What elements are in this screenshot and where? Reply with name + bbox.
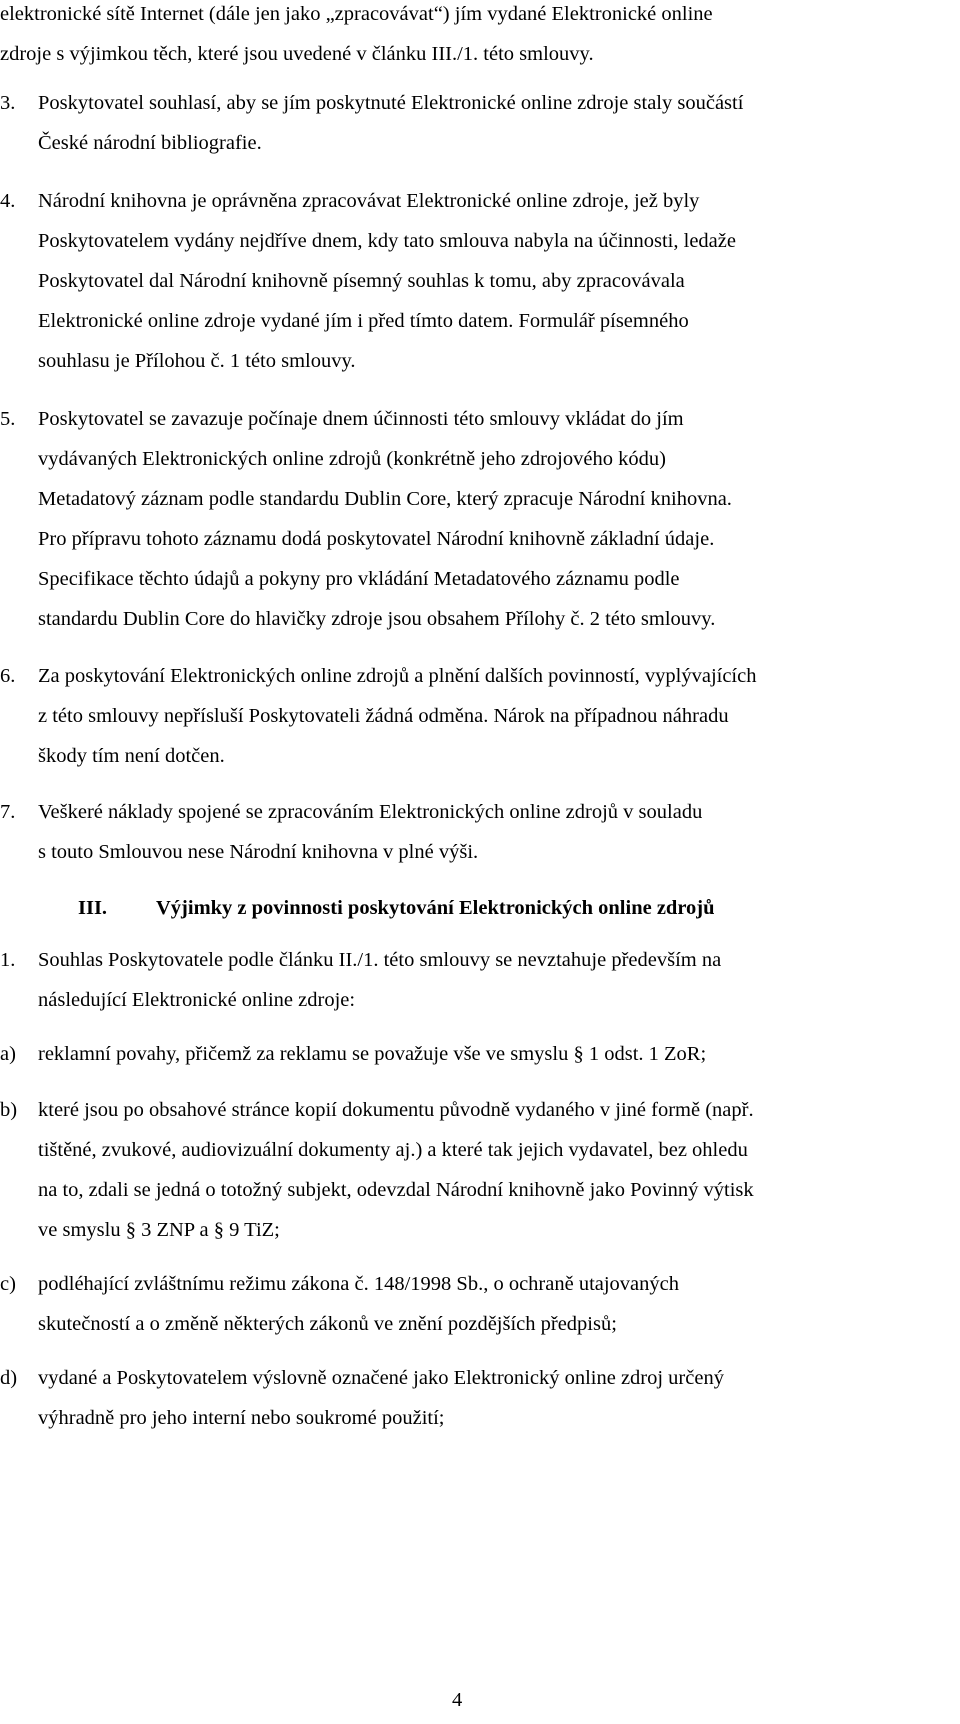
paragraph-line: Pro přípravu tohoto záznamu dodá poskytovatel Národní knihovně základní údaje. bbox=[38, 528, 715, 550]
paragraph-line: České národní bibliografie. bbox=[38, 132, 262, 154]
item-letter: c) bbox=[0, 1273, 16, 1295]
item-letter: b) bbox=[0, 1099, 18, 1121]
paragraph-line: Souhlas Poskytovatele podle článku II./1. této smlouvy se nevztahuje především na bbox=[38, 949, 722, 971]
paragraph-line: Poskytovatel souhlasí, aby se jím poskytnuté Elektronické online zdroje staly součástí bbox=[38, 92, 744, 114]
paragraph-line: Poskytovatel dal Národní knihovně písemný souhlas k tomu, aby zpracovávala bbox=[38, 270, 685, 292]
paragraph-line: které jsou po obsahové stránce kopií dokumentu původně vydaného v jiné formě (např. bbox=[38, 1099, 754, 1121]
paragraph-line: Elektronické online zdroje vydané jím i před tímto datem. Formulář písemného bbox=[38, 310, 689, 332]
paragraph-line: elektronické sítě Internet (dále jen jako „zpracovávat“) jím vydané Elektronické online bbox=[0, 3, 713, 25]
item-number: 3. bbox=[0, 92, 16, 114]
item-letter: a) bbox=[0, 1043, 16, 1065]
paragraph-line: standardu Dublin Core do hlavičky zdroje jsou obsahem Přílohy č. 2 této smlouvy. bbox=[38, 608, 716, 630]
paragraph-line: skutečností a o změně některých zákonů ve znění pozdějších předpisů; bbox=[38, 1313, 617, 1335]
item-letter: d) bbox=[0, 1367, 18, 1389]
item-number: 6. bbox=[0, 665, 16, 687]
paragraph-line: souhlasu je Přílohou č. 1 této smlouvy. bbox=[38, 350, 356, 372]
paragraph-line: následující Elektronické online zdroje: bbox=[38, 989, 356, 1011]
paragraph-line: Poskytovatel se zavazuje počínaje dnem účinnosti této smlouvy vkládat do jím bbox=[38, 408, 684, 430]
paragraph-line: Veškeré náklady spojené se zpracováním Elektronických online zdrojů v souladu bbox=[38, 801, 703, 823]
item-number: 5. bbox=[0, 408, 16, 430]
item-number: 4. bbox=[0, 190, 16, 212]
paragraph-line: z této smlouvy nepřísluší Poskytovateli žádná odměna. Nárok na případnou náhradu bbox=[38, 705, 729, 727]
page-number: 4 bbox=[452, 1689, 463, 1711]
paragraph-line: vydané a Poskytovatelem výslovně označené jako Elektronický online zdroj určený bbox=[38, 1367, 724, 1389]
paragraph-line: škody tím není dotčen. bbox=[38, 745, 225, 767]
paragraph-line: výhradně pro jeho interní nebo soukromé použití; bbox=[38, 1407, 445, 1429]
paragraph-line: tištěné, zvukové, audiovizuální dokumenty aj.) a které tak jejich vydavatel, bez ohledu bbox=[38, 1139, 748, 1161]
paragraph-line: Specifikace těchto údajů a pokyny pro vkládání Metadatového záznamu podle bbox=[38, 568, 680, 590]
section-number: III. bbox=[78, 897, 108, 919]
paragraph-line: Za poskytování Elektronických online zdrojů a plnění dalších povinností, vyplývajících bbox=[38, 665, 757, 687]
paragraph-line: ve smyslu § 3 ZNP a § 9 TiZ; bbox=[38, 1219, 280, 1241]
paragraph-line: reklamní povahy, přičemž za reklamu se považuje vše ve smyslu § 1 odst. 1 ZoR; bbox=[38, 1043, 707, 1065]
paragraph-line: Národní knihovna je oprávněna zpracovávat Elektronické online zdroje, jež byly bbox=[38, 190, 700, 212]
item-number: 1. bbox=[0, 949, 16, 971]
paragraph-line: na to, zdali se jedná o totožný subjekt, odevzdal Národní knihovně jako Povinný výtisk bbox=[38, 1179, 754, 1201]
paragraph-line: vydávaných Elektronických online zdrojů (konkrétně jeho zdrojového kódu) bbox=[38, 448, 666, 470]
paragraph-line: s touto Smlouvou nese Národní knihovna v plné výši. bbox=[38, 841, 479, 863]
section-title: Výjimky z povinnosti poskytování Elektronických online zdrojů bbox=[156, 897, 715, 919]
paragraph-line: Metadatový záznam podle standardu Dublin Core, který zpracuje Národní knihovna. bbox=[38, 488, 732, 510]
paragraph-line: Poskytovatelem vydány nejdříve dnem, kdy tato smlouva nabyla na účinnosti, ledaže bbox=[38, 230, 736, 252]
paragraph-line: zdroje s výjimkou těch, které jsou uvedené v článku III./1. této smlouvy. bbox=[0, 43, 594, 65]
paragraph-line: podléhající zvláštnímu režimu zákona č. 148/1998 Sb., o ochraně utajovaných bbox=[38, 1273, 680, 1295]
item-number: 7. bbox=[0, 801, 16, 823]
